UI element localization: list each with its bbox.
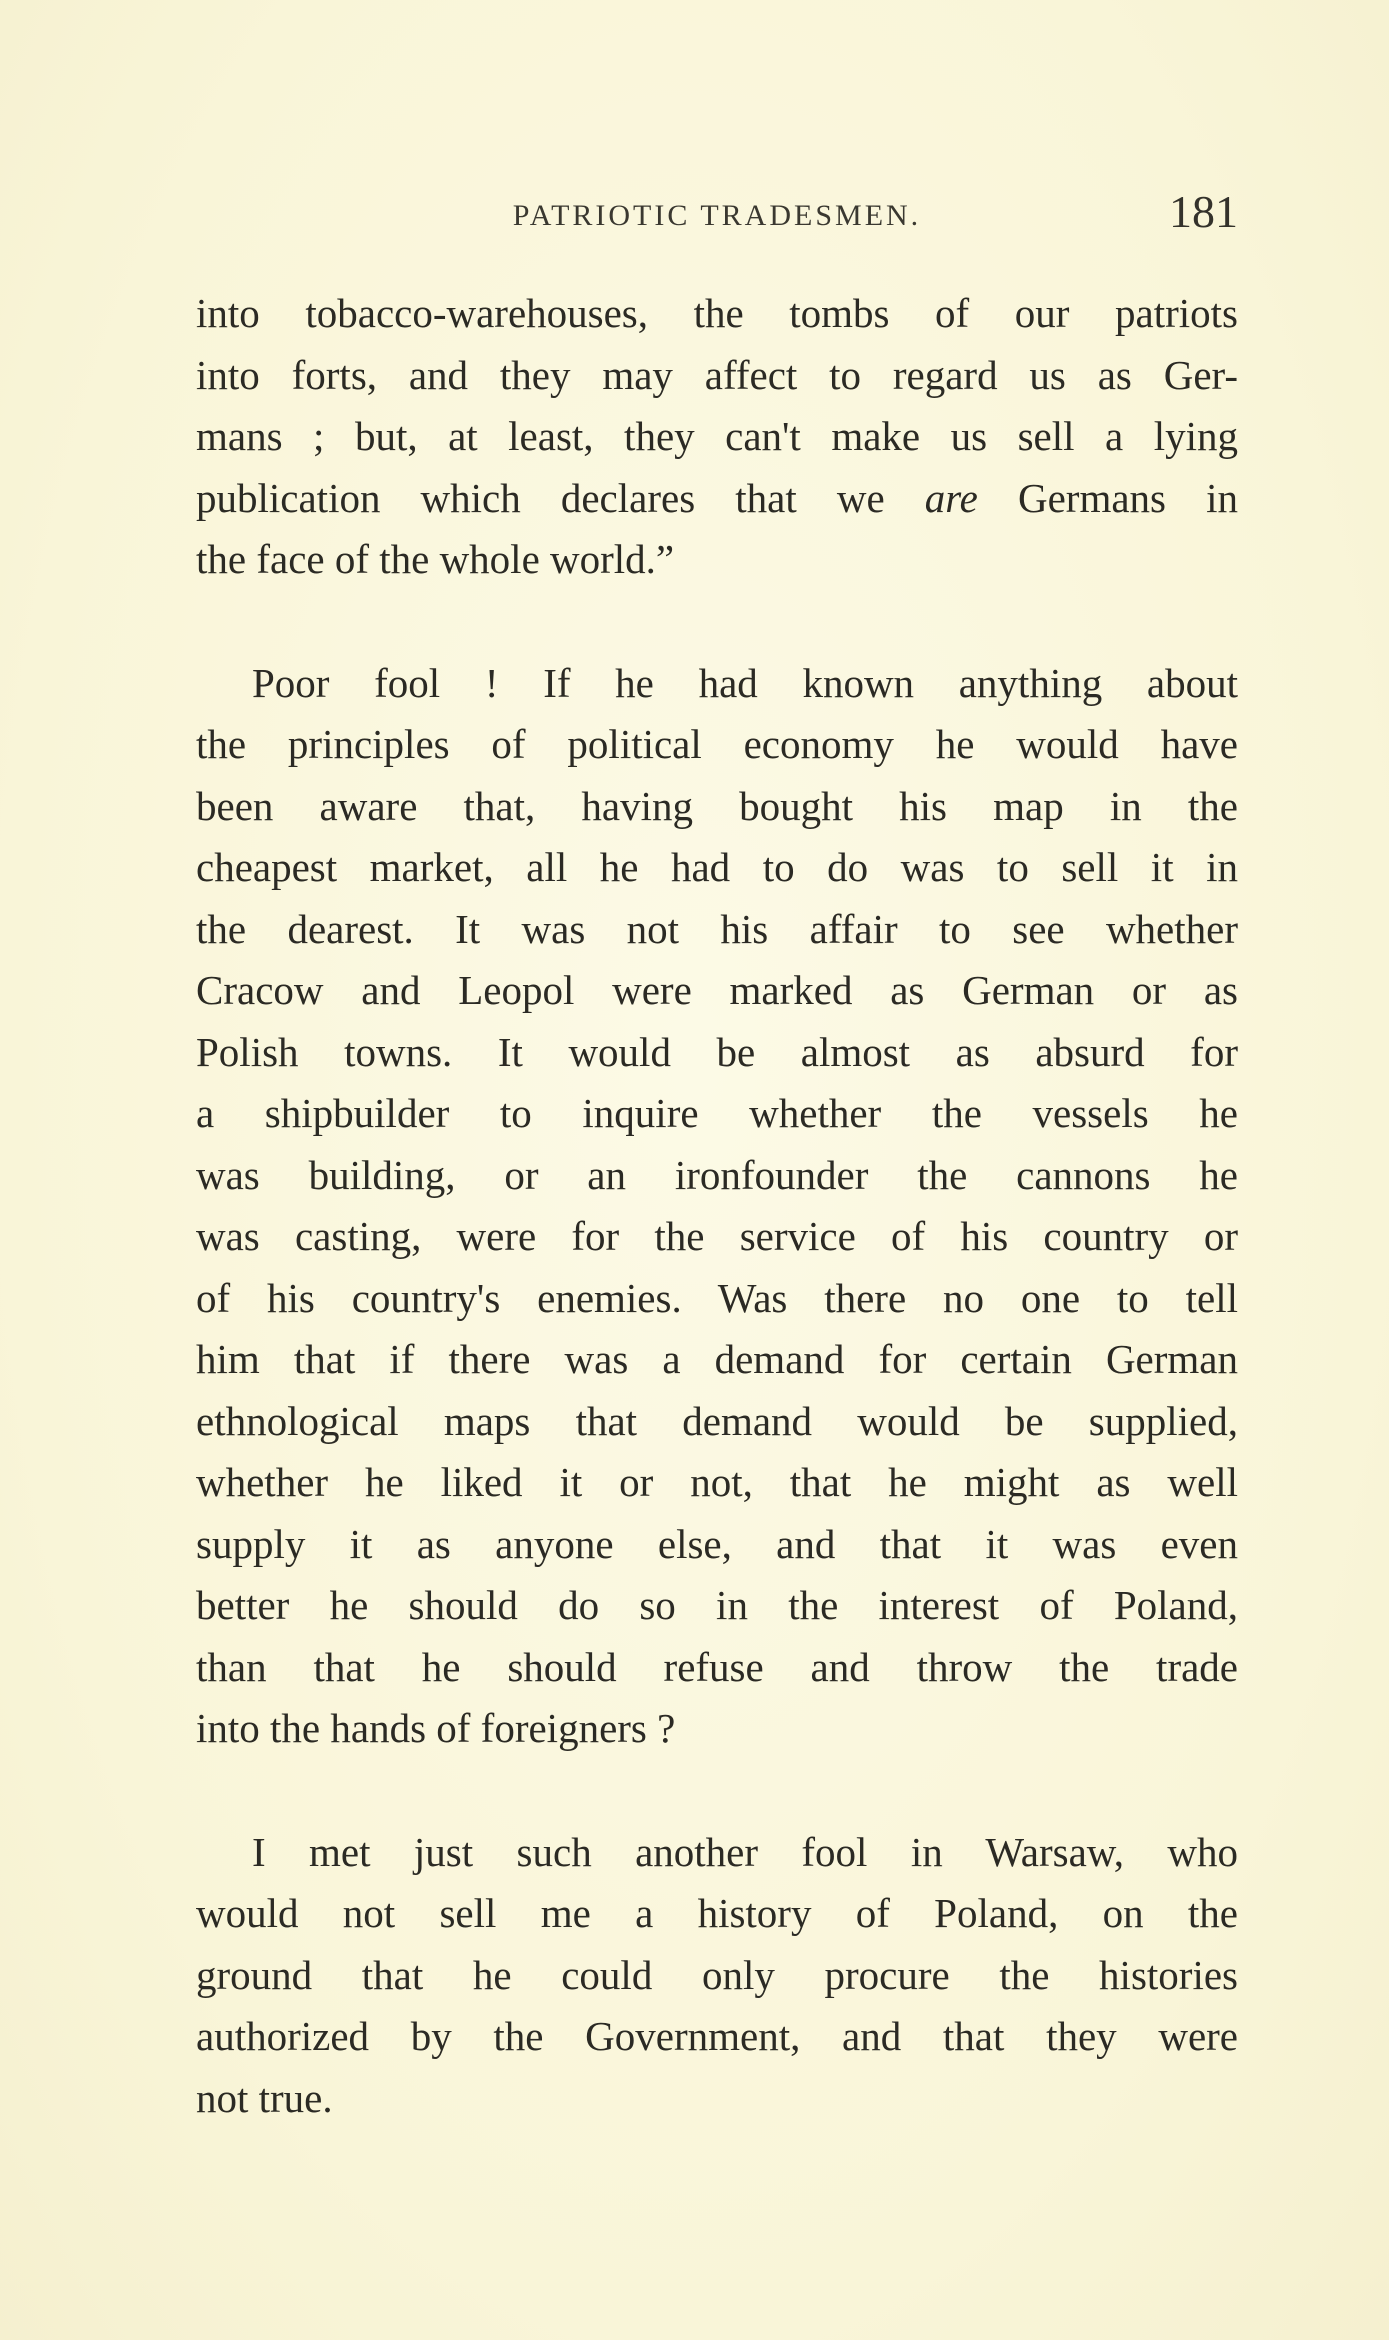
text-line: into tobacco-warehouses, the tombs of our patriots: [196, 290, 1238, 336]
page-header: [196, 185, 1238, 245]
text-line: not true.: [196, 2074, 333, 2121]
text-line: would not sell me a history of Poland, on the: [196, 1890, 1238, 1936]
text-line: whether he liked it or not, that he might as well: [196, 1459, 1238, 1505]
text-line: into the hands of foreigners ?: [196, 1705, 676, 1751]
text-line: mans ; but, at least, they can't make us sell a lying: [196, 413, 1238, 459]
text-line: ethnological maps that demand would be supplied,: [196, 1397, 1238, 1444]
emphasized-word: are: [924, 474, 978, 521]
text-line: cheapest market, all he had to do was to sell it in: [196, 844, 1238, 890]
text-line: been aware that, having bought his map in the: [196, 782, 1238, 829]
paragraph-3: [196, 1822, 1238, 2130]
text-line: was building, or an ironfounder the cannons he: [196, 1151, 1238, 1198]
text-line: Poor fool ! If he had known anything about: [252, 659, 1238, 706]
text-line: ground that he could only procure the histories: [196, 1951, 1238, 1998]
text-line: authorized by the Government, and that they were: [196, 2013, 1238, 2059]
text-line: I met just such another fool in Warsaw, who: [252, 1828, 1238, 1875]
text-line: publication which declares that we are Germans in: [196, 474, 1238, 521]
paragraph-gap: [196, 591, 1238, 653]
text-line: into forts, and they may affect to regard us as Ger-: [196, 351, 1238, 398]
text-line: the principles of political economy he would have: [196, 721, 1238, 767]
text-line: of his country's enemies. Was there no one to tell: [196, 1274, 1238, 1321]
text-line: the face of the whole world.”: [196, 536, 675, 582]
text-line: was casting, were for the service of his country or: [196, 1213, 1238, 1259]
text-line: the dearest. It was not his affair to see whether: [196, 905, 1238, 952]
running-head: PATRIOTIC TRADESMEN.: [512, 199, 922, 232]
text-line: him that if there was a demand for certain German: [196, 1336, 1238, 1382]
text-line: Cracow and Leopol were marked as German or as: [196, 967, 1238, 1013]
paragraph-1: [196, 283, 1238, 591]
text-line: a shipbuilder to inquire whether the vessels he: [196, 1090, 1238, 1136]
text-line: Polish towns. It would be almost as absurd for: [196, 1028, 1238, 1075]
text-line: better he should do so in the interest of Poland,: [196, 1582, 1238, 1628]
text-line: supply it as anyone else, and that it was even: [196, 1520, 1238, 1567]
page-number: 181: [1169, 186, 1238, 237]
body-text: [196, 283, 1238, 2129]
paragraph-2: [196, 653, 1238, 1760]
text-line: than that he should refuse and throw the trade: [196, 1643, 1238, 1690]
paragraph-gap: [196, 1760, 1238, 1822]
